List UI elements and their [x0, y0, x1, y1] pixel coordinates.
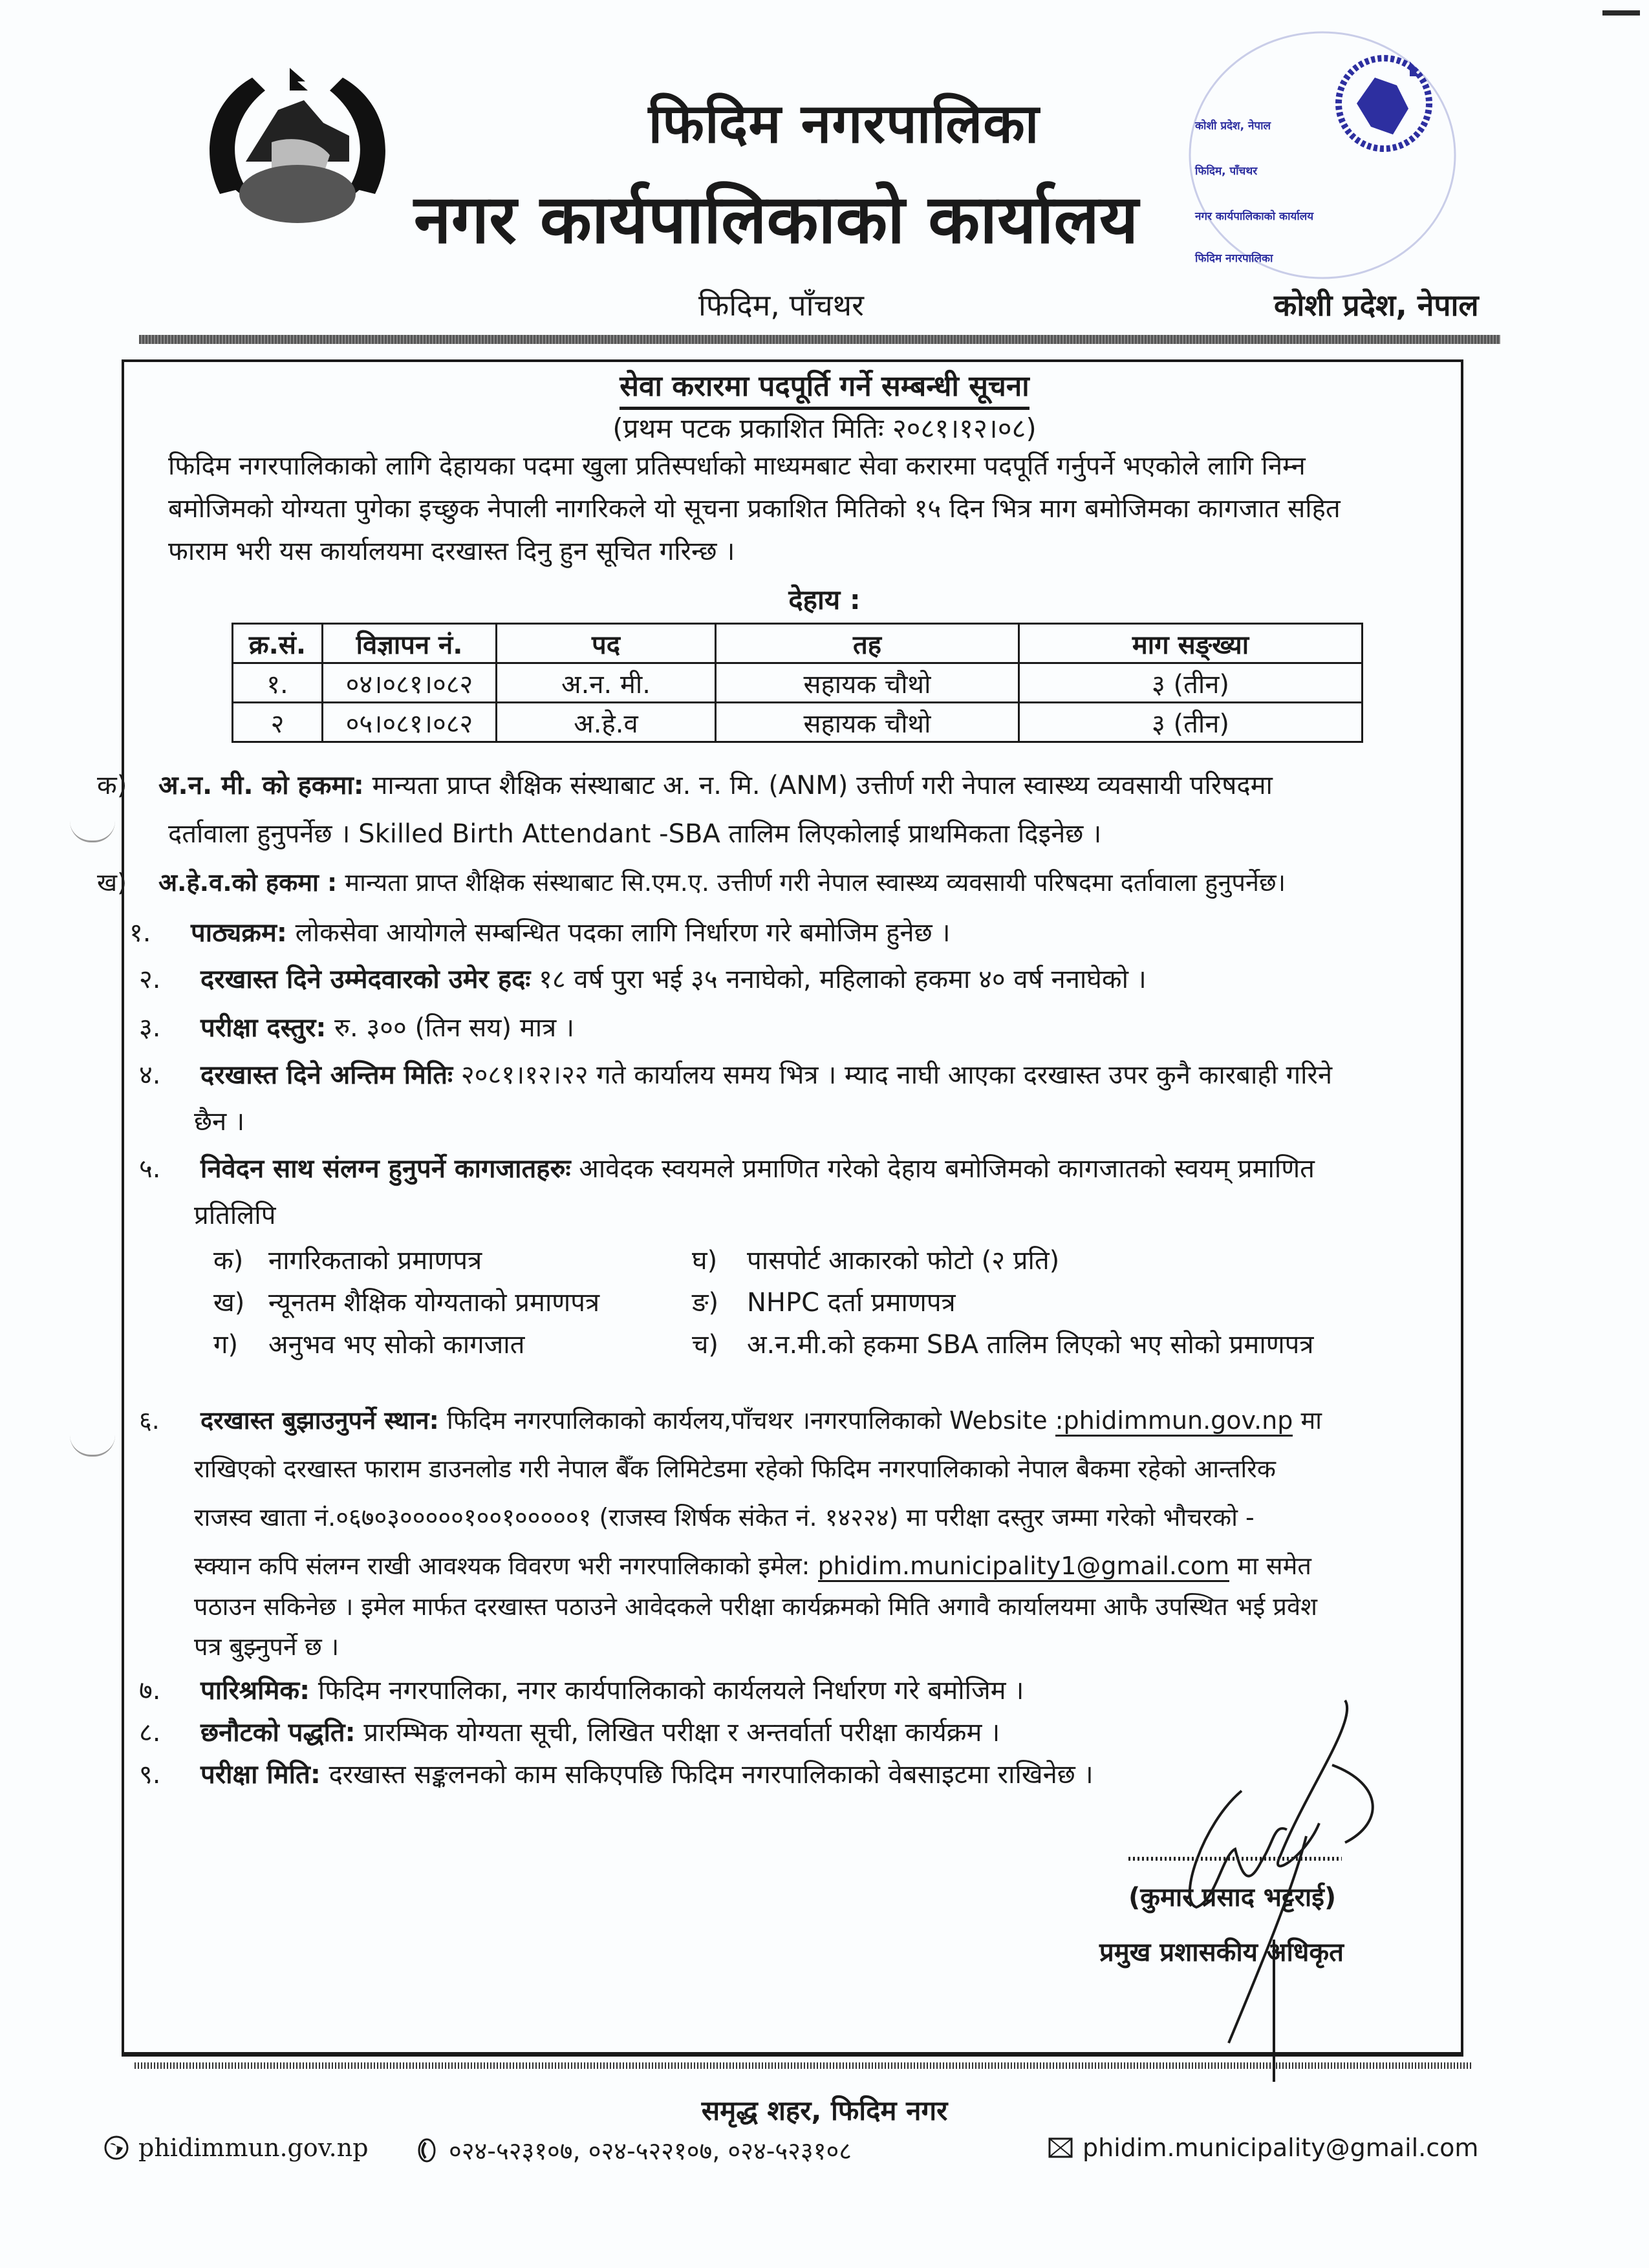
clause-6	[139, 1403, 1322, 1437]
document-label: घ)	[692, 1246, 718, 1276]
footer-email	[1048, 2134, 1478, 2162]
cell-ad-no: ०५।०८१।०८२	[323, 703, 497, 742]
stamp-text-4: फिदिम नगरपालिका	[1195, 252, 1273, 265]
signatory-name: (कुमार प्रसाद भट्टराई)	[1128, 1883, 1337, 1912]
table-header-row	[233, 624, 1363, 663]
notice-title	[0, 365, 1649, 404]
scan-corner-mark	[1602, 10, 1640, 16]
clause-text: २०८१।१२।२२ गते कार्यालय समय भित्र । म्याद नाघी आएका दरखास्त उपर कुनै कारबाही गरिने	[460, 1060, 1333, 1090]
notice-title-text: सेवा करारमा पदपूर्ति गर्ने सम्बन्धी सूचना	[620, 370, 1029, 410]
footer-website	[103, 2134, 369, 2162]
clause-6-line: राजस्व खाता नं.०६७०३०००००१००१०००००१ (राजस्व शिर्षक संकेत नं. १४२२४) मा परीक्षा दस्तुर जम्मा गरेको भौचरको -	[194, 1503, 1255, 1532]
envelope-icon	[1048, 2135, 1073, 2161]
location-district: फिदिम, पाँचथर	[698, 288, 864, 323]
col-header-demand: माग सङ्ख्या	[1019, 624, 1363, 663]
qualification-label: ख)	[97, 868, 127, 897]
clause-3	[139, 1009, 574, 1044]
clause-6-line: राखिएको दरखास्त फाराम डाउनलोड गरी नेपाल बैँक लिमिटेडमा रहेको फिदिम नगरपालिकाको नेपाल बैकमा रहेको आन्तरिक	[194, 1455, 1276, 1483]
stamp-text-3: नगर कार्यपालिकाको कार्यालय	[1195, 210, 1314, 223]
intro-line: बमोजिमको योग्यता पुगेका इच्छुक नेपाली नागरिकले यो सूचना प्रकाशित मितिको १५ दिन भित्र माग बमोजिमका कागजात सहित	[168, 494, 1341, 524]
notice-published-date: (प्रथम पटक प्रकाशित मितिः २०८१।१२।०८)	[612, 412, 1037, 444]
col-header-ad-no: विज्ञापन नं.	[323, 624, 497, 663]
qualification-ahw	[97, 865, 1286, 899]
document-item	[692, 1283, 956, 1319]
document-label: क)	[213, 1246, 244, 1276]
clause-text: १८ वर्ष पुरा भई ३५ ननाघेको, महिलाको हकमा ४० वर्ष ननाघेको ।	[539, 965, 1147, 994]
clause-heading: पारिश्रमिक:	[200, 1676, 310, 1706]
website-link[interactable]: :phidimmun.gov.np	[1055, 1406, 1293, 1437]
clause-number: २.	[139, 965, 161, 994]
phone-icon	[414, 2137, 440, 2163]
document-label: ख)	[213, 1288, 245, 1318]
clause-text: मा	[1293, 1406, 1322, 1435]
clause-heading: दरखास्त बुझाउनुपर्ने स्थान:	[200, 1406, 439, 1435]
clause-text: लोकसेवा आयोगले सम्बन्धित पदका लागि निर्धारण गरे बमोजिम हुनेछ ।	[295, 918, 951, 948]
document-label: ग)	[213, 1330, 239, 1360]
qualification-heading: अ.न. मी. को हकमा:	[158, 771, 364, 800]
cell-post: अ.हे.व	[497, 703, 716, 742]
clause-text: फिदिम नगरपालिकाको कार्यलय,पाँचथर ।नगरपालिकाको Website	[446, 1406, 1055, 1435]
office-name: नगर कार्यपालिकाको कार्यालय	[414, 180, 1139, 259]
footer-website-text[interactable]: phidimmun.gov.np	[138, 2134, 369, 2162]
cell-demand: ३ (तीन)	[1019, 663, 1363, 703]
qualification-anm	[97, 766, 1273, 802]
qualification-text: मान्यता प्राप्त शैक्षिक संस्थाबाट सि.एम.ए. उत्तीर्ण गरी नेपाल स्वास्थ्य व्यवसायी परिषदमा दर्तावाला हुनुपर्नेछ।	[345, 868, 1286, 897]
col-header-post: पद	[497, 624, 716, 663]
list-heading: देहाय :	[788, 584, 861, 615]
document-item	[692, 1241, 1059, 1277]
document-item	[213, 1325, 524, 1361]
location-province: कोशी प्रदेश, नेपाल	[1274, 288, 1479, 323]
document-text: पासपोर्ट आकारको फोटो (२ प्रति)	[747, 1246, 1060, 1276]
globe-icon	[103, 2135, 129, 2161]
office-stamp	[1183, 26, 1461, 284]
document-text: NHPC दर्ता प्रमाणपत्र	[747, 1288, 956, 1318]
stamp-text-1: कोशी प्रदेश, नेपाल	[1195, 120, 1271, 133]
clause-heading: निवेदन साथ संलग्न हुनुपर्ने कागजातहरुः	[200, 1154, 571, 1184]
margin-punch-mark	[70, 821, 115, 842]
qualification-anm-cont: दर्तावाला हुनुपर्नेछ । Skilled Birth Attendant -SBA तालिम लिएकोलाई प्राथमिकता दिइनेछ ।	[168, 819, 1102, 849]
col-header-sn: क्र.सं.	[233, 624, 323, 663]
qualification-label: क)	[97, 771, 127, 800]
clause-number: ४.	[139, 1060, 161, 1090]
intro-line: फिदिम नगरपालिकाको लागि देहायका पदमा खुला प्रतिस्पर्धाको माध्यमबाट सेवा करारमा पदपूर्ति गर्नुपर्ने भएकोले लागि निम्न	[168, 451, 1306, 481]
cell-post: अ.न. मी.	[497, 663, 716, 703]
clause-number: ९.	[139, 1760, 161, 1790]
clause-heading: पाठ्यक्रम:	[191, 918, 287, 948]
email-link[interactable]: phidim.municipality1@gmail.com	[818, 1552, 1230, 1582]
table-row	[233, 663, 1363, 703]
clause-9	[139, 1755, 1094, 1791]
clause-5-cont: प्रतिलिपि	[194, 1201, 276, 1230]
document-item	[213, 1283, 599, 1319]
document-text: अनुभव भए सोको कागजात	[268, 1330, 525, 1360]
footer-phone	[414, 2134, 852, 2167]
document-label: च)	[692, 1330, 719, 1360]
clause-text: प्रारम्भिक योग्यता सूची, लिखित परीक्षा र अन्तर्वार्ता परीक्षा कार्यक्रम ।	[363, 1718, 1000, 1748]
clause-heading: परीक्षा मिति:	[200, 1760, 321, 1790]
col-header-level: तह	[716, 624, 1019, 663]
qualification-text: मान्यता प्राप्त शैक्षिक संस्थाबाट अ. न. मि. (ANM) उत्तीर्ण गरी नेपाल स्वास्थ्य व्यवसायी परिषदमा	[372, 771, 1273, 800]
clause-heading: दरखास्त दिने अन्तिम मितिः	[200, 1060, 453, 1090]
signature-line	[1128, 1857, 1342, 1861]
clause-8	[139, 1713, 1000, 1749]
cell-sn: २	[233, 703, 323, 742]
footer-phone-text: ०२४-५२३१०७, ०२४-५२२१०७, ०२४-५२३१०८	[449, 2137, 852, 2165]
clause-6-line: पत्र बुझ्नुपर्ने छ ।	[194, 1632, 339, 1661]
table-row	[233, 703, 1363, 742]
clause-number: ३.	[139, 1013, 161, 1043]
intro-line: फाराम भरी यस कार्यालयमा दरखास्त दिनु हुन सूचित गरिन्छ ।	[168, 537, 735, 566]
clause-4	[139, 1056, 1332, 1091]
clause-text: फिदिम नगरपालिका, नगर कार्यपालिकाको कार्यलयले निर्धारण गरे बमोजिम ।	[318, 1676, 1024, 1706]
municipality-name: फिदिम नगरपालिका	[648, 92, 1040, 155]
header-divider	[139, 335, 1500, 344]
signatory-title: प्रमुख प्रशासकीय अधिकृत	[1099, 1938, 1344, 1967]
clause-text: रु. ३०० (तिन सय) मात्र ।	[334, 1013, 575, 1043]
clause-heading: छनौटको पद्धति:	[200, 1718, 356, 1748]
clause-4-cont: छैन ।	[194, 1107, 245, 1137]
footer-email-text[interactable]: phidim.municipality@gmail.com	[1083, 2134, 1479, 2162]
footer-slogan: समृद्ध शहर, फिदिम नगर	[701, 2095, 948, 2126]
clause-1	[129, 914, 950, 949]
clause-text: स्क्यान कपि संलग्न राखी आवश्यक विवरण भरी नगरपालिकाको इमेल:	[194, 1552, 818, 1580]
cell-ad-no: ०४।०८१।०८२	[323, 663, 497, 703]
document-text: नागरिकताको प्रमाणपत्र	[268, 1246, 482, 1276]
clause-6-line: पठाउन सकिनेछ । इमेल मार्फत दरखास्त पठाउने आवेदकले परीक्षा कार्यक्रमको मिति अगावै कार्यालयमा आफै उपस्थित भई प्रवेश	[194, 1592, 1317, 1621]
cell-demand: ३ (तीन)	[1019, 703, 1363, 742]
clause-number: ८.	[139, 1718, 161, 1748]
clause-text: आवेदक स्वयमले प्रमाणित गरेको देहाय बमोजिमको कागजातको स्वयम् प्रमाणित	[579, 1154, 1315, 1184]
clause-number: ७.	[139, 1676, 161, 1706]
clause-5	[139, 1150, 1315, 1185]
document-item	[213, 1241, 482, 1277]
clause-number: १.	[129, 918, 151, 948]
clause-number: ६.	[139, 1406, 160, 1435]
clause-heading: दरखास्त दिने उम्मेदवारको उमेर हदः	[200, 965, 531, 994]
cell-sn: १.	[233, 663, 323, 703]
notice-intro	[168, 445, 1423, 573]
clause-heading: परीक्षा दस्तुर:	[200, 1013, 327, 1043]
posts-table	[232, 623, 1363, 743]
stamp-text-2: फिदिम, पाँचथर	[1195, 165, 1258, 178]
document-label: ङ)	[692, 1288, 719, 1318]
clause-text: दरखास्त सङ्कलनको काम सकिएपछि फिदिम नगरपालिकाको वेबसाइटमा राखिनेछ ।	[329, 1760, 1094, 1790]
clause-number: ५.	[139, 1154, 161, 1184]
clause-6-line	[194, 1548, 1311, 1582]
margin-punch-mark	[70, 1435, 115, 1457]
qualification-heading: अ.हे.व.को हकमा :	[158, 868, 338, 897]
document-item	[692, 1325, 1313, 1361]
document-text: न्यूनतम शैक्षिक योग्यताको प्रमाणपत्र	[268, 1288, 600, 1318]
clause-2	[139, 960, 1147, 996]
clause-7	[139, 1671, 1024, 1707]
document-text: अ.न.मी.को हकमा SBA तालिम लिएको भए सोको प्रमाणपत्र	[747, 1330, 1314, 1360]
clause-text: मा समेत	[1229, 1552, 1311, 1580]
cell-level: सहायक चौथो	[716, 663, 1019, 703]
cell-level: सहायक चौथो	[716, 703, 1019, 742]
